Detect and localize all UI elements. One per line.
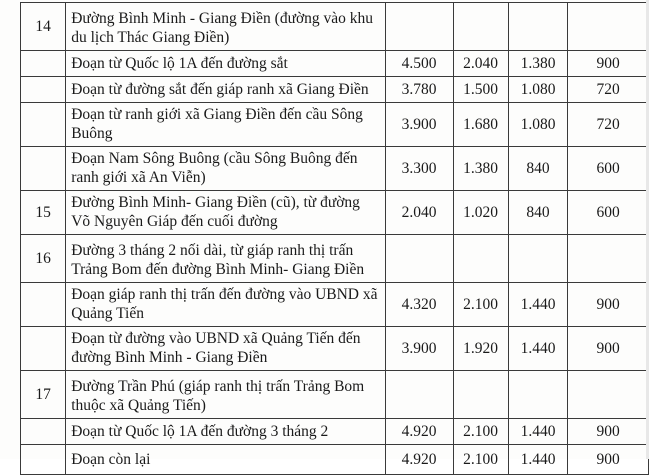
row-number <box>21 445 66 475</box>
table-row <box>21 103 649 147</box>
row-number <box>21 419 66 445</box>
price-position-1 <box>385 235 453 283</box>
road-segment-name: Đoạn từ đường vào UBND xã Quảng Tiến đến đường Bình Minh - Giang Điền <box>66 327 385 371</box>
price-position-1: 3.900 <box>385 103 453 147</box>
table-group-row <box>21 371 649 419</box>
price-position-1: 4.920 <box>385 445 453 475</box>
row-number <box>21 283 66 327</box>
road-segment-name: Đoạn từ ranh giới xã Giang Điền đến cầu Sông Buông <box>66 103 385 147</box>
price-position-2 <box>453 3 508 51</box>
price-position-1: 4.920 <box>385 419 453 445</box>
price-position-3 <box>508 235 568 283</box>
table-row <box>21 147 649 191</box>
price-position-4: 720 <box>568 77 649 103</box>
price-position-3: 1.080 <box>508 103 568 147</box>
price-position-3: 840 <box>508 191 568 235</box>
road-segment-name: Đường Bình Minh- Giang Điền (cũ), từ đường Võ Nguyên Giáp đến cuối đường <box>66 191 385 235</box>
row-number <box>21 327 66 371</box>
table-row <box>21 419 649 445</box>
price-position-1 <box>385 371 453 419</box>
price-position-2: 2.040 <box>453 51 508 77</box>
price-position-3 <box>508 371 568 419</box>
price-position-4 <box>568 235 649 283</box>
road-segment-name: Đường 3 tháng 2 nối dài, từ giáp ranh thị trấn Trảng Bom đến đường Bình Minh- Giang Điền <box>66 235 385 283</box>
road-segment-name: Đoạn Nam Sông Buông (cầu Sông Buông đến ranh giới xã An Viễn) <box>66 147 385 191</box>
price-position-4: 900 <box>568 445 649 475</box>
price-position-2: 1.500 <box>453 77 508 103</box>
price-position-1: 4.500 <box>385 51 453 77</box>
road-segment-name: Đoạn từ đường sắt đến giáp ranh xã Giang Điền <box>66 77 385 103</box>
price-position-3: 1.440 <box>508 419 568 445</box>
row-number: 16 <box>21 235 66 283</box>
price-position-3: 1.440 <box>508 283 568 327</box>
row-number <box>21 147 66 191</box>
price-position-1 <box>385 3 453 51</box>
price-position-1: 4.320 <box>385 283 453 327</box>
price-position-2: 1.920 <box>453 327 508 371</box>
price-position-3 <box>508 3 568 51</box>
price-position-4: 720 <box>568 103 649 147</box>
row-number <box>21 51 66 77</box>
row-number: 15 <box>21 191 66 235</box>
price-position-4: 900 <box>568 51 649 77</box>
road-segment-name: Đoạn từ Quốc lộ 1A đến đường sắt <box>66 51 385 77</box>
price-position-2 <box>453 235 508 283</box>
road-segment-name: Đoạn từ Quốc lộ 1A đến đường 3 tháng 2 <box>66 419 385 445</box>
road-segment-name: Đoạn còn lại <box>66 445 385 475</box>
table-group-row <box>21 235 649 283</box>
price-position-3: 1.440 <box>508 445 568 475</box>
price-position-1: 3.300 <box>385 147 453 191</box>
price-position-4: 900 <box>568 419 649 445</box>
table-row <box>21 283 649 327</box>
price-position-2: 2.100 <box>453 419 508 445</box>
row-number <box>21 103 66 147</box>
table-body <box>21 3 649 475</box>
price-position-2: 2.100 <box>453 283 508 327</box>
price-position-1: 2.040 <box>385 191 453 235</box>
table-row <box>21 77 649 103</box>
price-position-3: 1.080 <box>508 77 568 103</box>
price-position-4: 900 <box>568 283 649 327</box>
price-position-3: 1.440 <box>508 327 568 371</box>
price-position-2: 1.020 <box>453 191 508 235</box>
price-position-1: 3.780 <box>385 77 453 103</box>
price-position-2 <box>453 371 508 419</box>
price-position-4 <box>568 3 649 51</box>
table-row <box>21 191 649 235</box>
price-position-4: 600 <box>568 191 649 235</box>
land-price-table <box>20 2 649 475</box>
table-row <box>21 327 649 371</box>
table-row <box>21 51 649 77</box>
row-number: 17 <box>21 371 66 419</box>
price-position-2: 2.100 <box>453 445 508 475</box>
price-position-4: 600 <box>568 147 649 191</box>
table-group-row <box>21 3 649 51</box>
road-segment-name: Đường Bình Minh - Giang Điền (đường vào khu du lịch Thác Giang Điền) <box>66 3 385 51</box>
price-position-2: 1.380 <box>453 147 508 191</box>
price-position-4: 900 <box>568 327 649 371</box>
table-row <box>21 445 649 475</box>
price-position-4 <box>568 371 649 419</box>
price-position-2: 1.680 <box>453 103 508 147</box>
row-number: 14 <box>21 3 66 51</box>
price-position-1: 3.900 <box>385 327 453 371</box>
road-segment-name: Đoạn giáp ranh thị trấn đến đường vào UBND xã Quảng Tiến <box>66 283 385 327</box>
price-position-3: 840 <box>508 147 568 191</box>
price-position-3: 1.380 <box>508 51 568 77</box>
road-segment-name: Đường Trần Phú (giáp ranh thị trấn Trảng Bom thuộc xã Quảng Tiến) <box>66 371 385 419</box>
row-number <box>21 77 66 103</box>
